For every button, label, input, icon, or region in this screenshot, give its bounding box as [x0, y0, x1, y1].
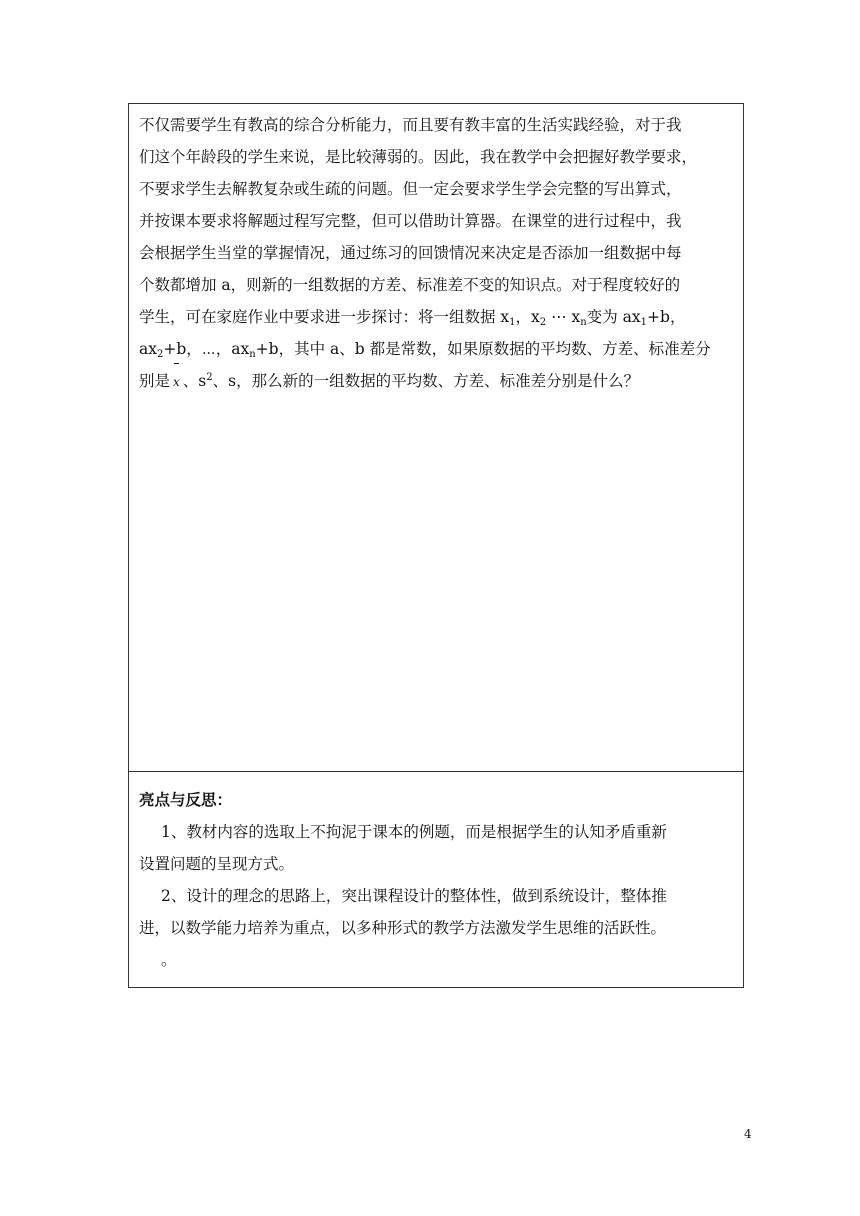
subscript: n	[580, 317, 587, 328]
text-line: 1、教材内容的选取上不拘泥于课本的例题，而是根据学生的认知矛盾重新	[161, 823, 667, 841]
text-segment: 、s	[182, 372, 207, 390]
subscript: 1	[640, 317, 648, 328]
subscript: 1	[509, 317, 516, 328]
text-line: 不要求学生去解教复杂或生疏的问题。但一定会要求学生学会完整的写出算式，	[139, 180, 682, 198]
section-heading: 亮点与反思：	[139, 790, 233, 809]
subscript: 2	[156, 349, 164, 360]
text-segment: ax	[139, 340, 157, 358]
superscript: 2	[206, 372, 213, 383]
text-segment: +b，	[647, 308, 686, 326]
mean-symbol: x	[173, 366, 180, 398]
text-segment: 学生，可在家庭作业中要求进一步探讨：将一组数据 x	[139, 308, 510, 326]
text-segment: +b，其中 a、b 都是常数，如果原数据的平均数、方差、标准差分	[255, 340, 711, 358]
text-segment: ⋯ x	[546, 308, 581, 326]
text-segment: 变为 ax	[586, 308, 641, 326]
text-line-with-formula	[139, 365, 733, 397]
text-line-with-formula	[139, 333, 733, 365]
text-line-with-formula	[139, 301, 733, 333]
text-line: 设置问题的呈现方式。	[139, 855, 295, 873]
text-segment: +b，⋯，ax	[163, 340, 250, 358]
text-line: 进，以数学能力培养为重点，以多种形式的教学方法激发学生思维的活跃性。	[139, 919, 667, 937]
lesson-table	[128, 103, 744, 988]
highlights-reflection-cell	[129, 772, 743, 987]
text-segment: 别是	[139, 372, 171, 390]
text-line: 。	[161, 951, 177, 969]
subscript: 2	[539, 317, 547, 328]
text-line: 个数都增加 a，则新的一组数据的方差、标准差不变的知识点。对于程度较好的	[139, 276, 681, 294]
text-line: 并按课本要求将解题过程写完整，但可以借助计算器。在课堂的进行过程中，我	[139, 212, 682, 230]
text-segment: 、s，那么新的一组数据的平均数、方差、标准差分别是什么？	[212, 372, 640, 390]
page-number: 4	[744, 1127, 752, 1141]
text-line: 不仅需要学生有教高的综合分析能力，而且要有教丰富的生活实践经验，对于我	[139, 116, 682, 134]
text-line: 2、设计的理念的思路上，突出课程设计的整体性，做到系统设计，整体推	[161, 887, 667, 905]
text-segment: ，x	[515, 308, 540, 326]
text-line: 们这个年龄段的学生来说，是比较薄弱的。因此，我在教学中会把握好教学要求，	[139, 148, 698, 166]
subscript: n	[249, 349, 256, 360]
text-line: 会根据学生当堂的掌握情况，通过练习的回馈情况来决定是否添加一组数据中每	[139, 244, 682, 262]
teaching-notes-cell	[129, 104, 743, 772]
